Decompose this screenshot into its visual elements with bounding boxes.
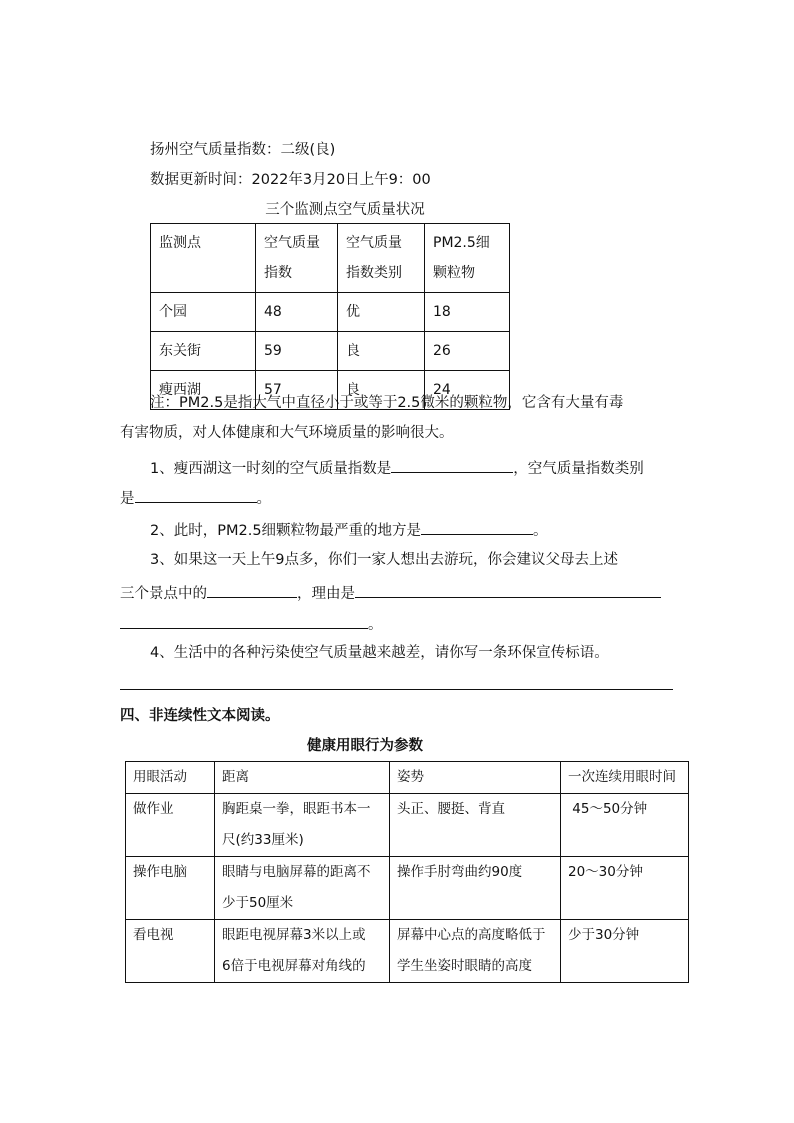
header-cell: 距离 [215,762,390,794]
table-cell: 48 [256,293,338,332]
table-cell: 眼睛与电脑屏幕的距离不 少于50厘米 [215,857,390,920]
answer-blank[interactable] [421,518,533,535]
table-header-row [126,762,689,794]
table-row [151,332,510,371]
table-cell: 59 [256,332,338,371]
table-cell: 看电视 [126,920,215,983]
table-cell: 少于30分钟 [561,920,689,983]
question-4: 4、生活中的各种污染使空气质量越来越差，请你写一条环保宣传标语。 [150,645,609,661]
table-cell: 做作业 [126,794,215,857]
answer-blank[interactable] [120,612,368,629]
table-row [126,920,689,983]
aqi-summary: 扬州空气质量指数：二级(良) [150,142,336,158]
header-cell: PM2.5细 颗粒物 [425,224,510,293]
header-cell: 用眼活动 [126,762,215,794]
table-cell: 个园 [151,293,256,332]
header-cell: 一次连续用眼时间 [561,762,689,794]
table-cell: 胸距桌一拳，眼距书本一 尺(约33厘米) [215,794,390,857]
question-3: 3、如果这一天上午9点多，你们一家人想出去游玩，你会建议父母去上述 [150,552,618,568]
air-quality-table [150,223,510,410]
table1-caption: 三个监测点空气质量状况 [265,202,425,218]
table-cell: 操作手肘弯曲约90度 [390,857,561,920]
header-cell: 空气质量 指数 [256,224,338,293]
note-line-1: 注：PM2.5是指大气中直径小于或等于2.5微米的颗粒物，它含有大量有毒 [150,395,624,411]
question-3-cont: 三个景点中的 ，理由是 [120,581,661,604]
table-cell: 26 [425,332,510,371]
answer-blank[interactable] [207,581,297,598]
table-cell: 24 [425,371,510,410]
note-line-2: 有害物质，对人体健康和大气环境质量的影响很大。 [120,425,454,441]
update-time: 数据更新时间：2022年3月20日上午9：00 [150,172,431,188]
table-cell: 瘦西湖 [151,371,256,410]
header-cell: 监测点 [151,224,256,293]
table-cell: 45～50分钟 [561,794,689,857]
section-4-heading: 四、非连续性文本阅读。 [120,708,280,724]
table-cell: 东关街 [151,332,256,371]
table-cell: 操作电脑 [126,857,215,920]
table-cell: 头正、腰挺、背直 [390,794,561,857]
eye-health-table [125,761,689,983]
answer-line[interactable] [120,689,673,690]
table-cell: 良 [338,332,425,371]
table-cell: 18 [425,293,510,332]
table-header-row [151,224,510,293]
header-cell: 空气质量 指数类别 [338,224,425,293]
table-cell: 眼距电视屏幕3米以上或 6倍于电视屏幕对角线的 [215,920,390,983]
answer-blank[interactable] [355,581,661,598]
question-2: 2、此时，PM2.5细颗粒物最严重的地方是 。 [150,518,548,541]
table-cell: 优 [338,293,425,332]
table-row [151,293,510,332]
table-row [126,857,689,920]
table2-caption: 健康用眼行为参数 [307,738,423,754]
question-1-cont: 是 。 [120,486,271,509]
answer-blank[interactable] [135,486,257,503]
question-3-cont-2: 。 [120,612,383,635]
table-row [126,794,689,857]
answer-blank[interactable] [391,456,513,473]
table-cell: 屏幕中心点的高度略低于 学生坐姿时眼睛的高度 [390,920,561,983]
table-cell: 良 [338,371,425,410]
question-1: 1、瘦西湖这一时刻的空气质量指数是 ，空气质量指数类别 [150,456,644,479]
table-cell: 57 [256,371,338,410]
header-cell: 姿势 [390,762,561,794]
table-cell: 20～30分钟 [561,857,689,920]
